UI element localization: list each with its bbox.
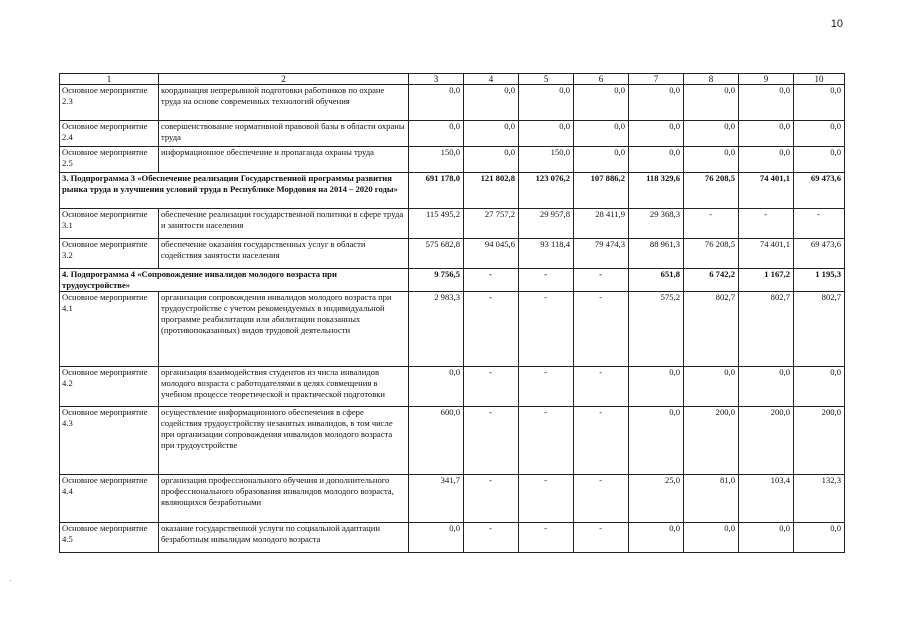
funding-value: -	[464, 292, 519, 367]
funding-value: 0,0	[684, 523, 739, 553]
funding-value: 802,7	[794, 292, 845, 367]
funding-value: 0,0	[629, 147, 684, 173]
funding-value: 0,0	[739, 147, 794, 173]
funding-value: -	[464, 269, 519, 292]
funding-value: -	[794, 209, 845, 239]
funding-value: -	[574, 367, 629, 407]
funding-value: 103,4	[739, 475, 794, 523]
subprogram-row	[60, 269, 845, 292]
funding-value: 0,0	[739, 85, 794, 121]
funding-value: 0,0	[464, 147, 519, 173]
funding-value: 0,0	[409, 121, 464, 147]
funding-value: 0,0	[794, 85, 845, 121]
subprogram-title: 3. Подпрограмма 3 «Обеспечение реализации Государственной программы развития рынка труда и улучшения условий труда в Республике Мордовия на 2014 – 2020 годы»	[60, 173, 409, 209]
funding-value: 118 329,6	[629, 173, 684, 209]
subprogram-row	[60, 173, 845, 209]
funding-value: 651,8	[629, 269, 684, 292]
funding-value: -	[519, 367, 574, 407]
funding-value: 0,0	[574, 147, 629, 173]
funding-value: 81,0	[684, 475, 739, 523]
funding-value: -	[684, 209, 739, 239]
funding-value: 0,0	[574, 85, 629, 121]
activity-description: осуществление информационного обеспечения в сфере содействия трудоустройству незанятых инвалидов, в том числе при организации сопровождения инвалидов молодого возраста при трудоустройстве	[159, 407, 409, 475]
funding-value: -	[464, 475, 519, 523]
subprogram-title: 4. Подпрограмма 4 «Сопровождение инвалидов молодого возраста при трудоустройстве»	[60, 269, 409, 292]
activity-name: Основное мероприятие 4.2	[60, 367, 159, 407]
funding-value: -	[519, 407, 574, 475]
funding-value: 69 473,6	[794, 239, 845, 269]
activity-name: Основное мероприятие 2.5	[60, 147, 159, 173]
funding-value: -	[464, 407, 519, 475]
column-number: 2	[159, 74, 409, 85]
funding-value: 0,0	[794, 147, 845, 173]
activity-name: Основное мероприятие 4.5	[60, 523, 159, 553]
funding-value: -	[574, 269, 629, 292]
funding-value: 0,0	[684, 121, 739, 147]
funding-value: 0,0	[794, 523, 845, 553]
funding-value: 200,0	[739, 407, 794, 475]
funding-value: 0,0	[629, 407, 684, 475]
activity-row	[60, 85, 845, 121]
funding-value: 0,0	[409, 85, 464, 121]
page-number: 10	[830, 18, 843, 30]
funding-value: 600,0	[409, 407, 464, 475]
funding-value: 0,0	[519, 121, 574, 147]
funding-value: -	[739, 209, 794, 239]
funding-value: 107 886,2	[574, 173, 629, 209]
activity-description: организация сопровождения инвалидов молодого возраста при трудоустройстве с учетом рекомендуемых в индивидуальной программе реабилитации или абилитации показанных (противопоказанных) видов трудовой деятельности	[159, 292, 409, 367]
funding-value: 76 208,5	[684, 173, 739, 209]
funding-value: 1 195,3	[794, 269, 845, 292]
funding-value: 27 757,2	[464, 209, 519, 239]
funding-value: 132,3	[794, 475, 845, 523]
column-number: 4	[464, 74, 519, 85]
funding-value: -	[519, 475, 574, 523]
column-number: 10	[794, 74, 845, 85]
funding-value: 25,0	[629, 475, 684, 523]
activity-description: совершенствование нормативной правовой базы в области охраны труда	[159, 121, 409, 147]
funding-value: 94 045,6	[464, 239, 519, 269]
funding-value: 74 401,1	[739, 173, 794, 209]
activity-row	[60, 121, 845, 147]
funding-value: -	[574, 475, 629, 523]
funding-value: 0,0	[574, 121, 629, 147]
activity-description: обеспечение оказания государственных услуг в области содействия занятости населения	[159, 239, 409, 269]
funding-value: 0,0	[464, 85, 519, 121]
funding-value: 150,0	[519, 147, 574, 173]
funding-value: 0,0	[684, 147, 739, 173]
funding-value: 74 401,1	[739, 239, 794, 269]
funding-value: -	[464, 523, 519, 553]
funding-value: 0,0	[629, 367, 684, 407]
scan-speck	[10, 580, 11, 581]
funding-value: 28 411,9	[574, 209, 629, 239]
funding-value: 0,0	[739, 121, 794, 147]
funding-value: 76 208,5	[684, 239, 739, 269]
activity-description: координация непрерывной подготовки работников по охране труда на основе современных технологий обучения	[159, 85, 409, 121]
funding-value: 79 474,3	[574, 239, 629, 269]
funding-value: 200,0	[794, 407, 845, 475]
funding-value: -	[574, 523, 629, 553]
activity-name: Основное мероприятие 4.1	[60, 292, 159, 367]
funding-value: 200,0	[684, 407, 739, 475]
funding-value: 0,0	[629, 523, 684, 553]
funding-value: -	[574, 407, 629, 475]
funding-value: 0,0	[684, 367, 739, 407]
funding-value: 0,0	[684, 85, 739, 121]
funding-value: -	[519, 523, 574, 553]
activity-row	[60, 523, 845, 553]
funding-value: 2 983,3	[409, 292, 464, 367]
funding-value: 88 961,3	[629, 239, 684, 269]
funding-value: 0,0	[629, 85, 684, 121]
activity-name: Основное мероприятие 2.4	[60, 121, 159, 147]
funding-value: 1 167,2	[739, 269, 794, 292]
funding-value: 93 118,4	[519, 239, 574, 269]
column-number: 3	[409, 74, 464, 85]
column-number: 7	[629, 74, 684, 85]
activity-row	[60, 239, 845, 269]
funding-value: 115 495,2	[409, 209, 464, 239]
funding-value: 0,0	[629, 121, 684, 147]
column-number: 8	[684, 74, 739, 85]
funding-value: 0,0	[739, 367, 794, 407]
funding-value: 802,7	[739, 292, 794, 367]
funding-value: 0,0	[409, 523, 464, 553]
funding-value: -	[574, 292, 629, 367]
column-number: 6	[574, 74, 629, 85]
activity-row	[60, 209, 845, 239]
activity-description: информационное обеспечение и пропаганда охраны труда	[159, 147, 409, 173]
activity-row	[60, 292, 845, 367]
funding-value: 575,2	[629, 292, 684, 367]
funding-value: -	[519, 292, 574, 367]
funding-value: 6 742,2	[684, 269, 739, 292]
activity-row	[60, 147, 845, 173]
activity-name: Основное мероприятие 3.1	[60, 209, 159, 239]
funding-value: 0,0	[794, 121, 845, 147]
activity-name: Основное мероприятие 4.4	[60, 475, 159, 523]
activity-name: Основное мероприятие 4.3	[60, 407, 159, 475]
funding-value: 69 473,6	[794, 173, 845, 209]
activity-name: Основное мероприятие 3.2	[60, 239, 159, 269]
funding-value: 691 178,0	[409, 173, 464, 209]
funding-value: 0,0	[464, 121, 519, 147]
column-number: 9	[739, 74, 794, 85]
funding-value: 121 802,8	[464, 173, 519, 209]
activity-name: Основное мероприятие 2.3	[60, 85, 159, 121]
funding-value: 575 682,8	[409, 239, 464, 269]
activity-row	[60, 475, 845, 523]
funding-value: 150,0	[409, 147, 464, 173]
funding-value: 0,0	[739, 523, 794, 553]
program-funding-table	[59, 73, 845, 553]
funding-value: 29 368,3	[629, 209, 684, 239]
funding-value: 802,7	[684, 292, 739, 367]
column-number-row	[60, 74, 845, 85]
funding-value: 0,0	[519, 85, 574, 121]
activity-description: организация профессионального обучения и дополнительного профессионального образования инвалидов молодого возраста, являющихся безработными	[159, 475, 409, 523]
column-number: 1	[60, 74, 159, 85]
activity-description: организация взаимодействия студентов из числа инвалидов молодого возраста с работодателями в целях совмещения в учебном процессе теоретической и практической подготовки	[159, 367, 409, 407]
activity-description: оказание государственной услуги по социальной адаптации безработным инвалидам молодого возраста	[159, 523, 409, 553]
column-number: 5	[519, 74, 574, 85]
funding-value: 123 076,2	[519, 173, 574, 209]
activity-description: обеспечение реализации государственной политики в сфере труда и занятости населения	[159, 209, 409, 239]
activity-row	[60, 407, 845, 475]
funding-value: 9 756,5	[409, 269, 464, 292]
funding-value: -	[519, 269, 574, 292]
funding-value: 29 957,8	[519, 209, 574, 239]
funding-value: -	[464, 367, 519, 407]
funding-value: 0,0	[409, 367, 464, 407]
funding-value: 0,0	[794, 367, 845, 407]
funding-value: 341,7	[409, 475, 464, 523]
activity-row	[60, 367, 845, 407]
